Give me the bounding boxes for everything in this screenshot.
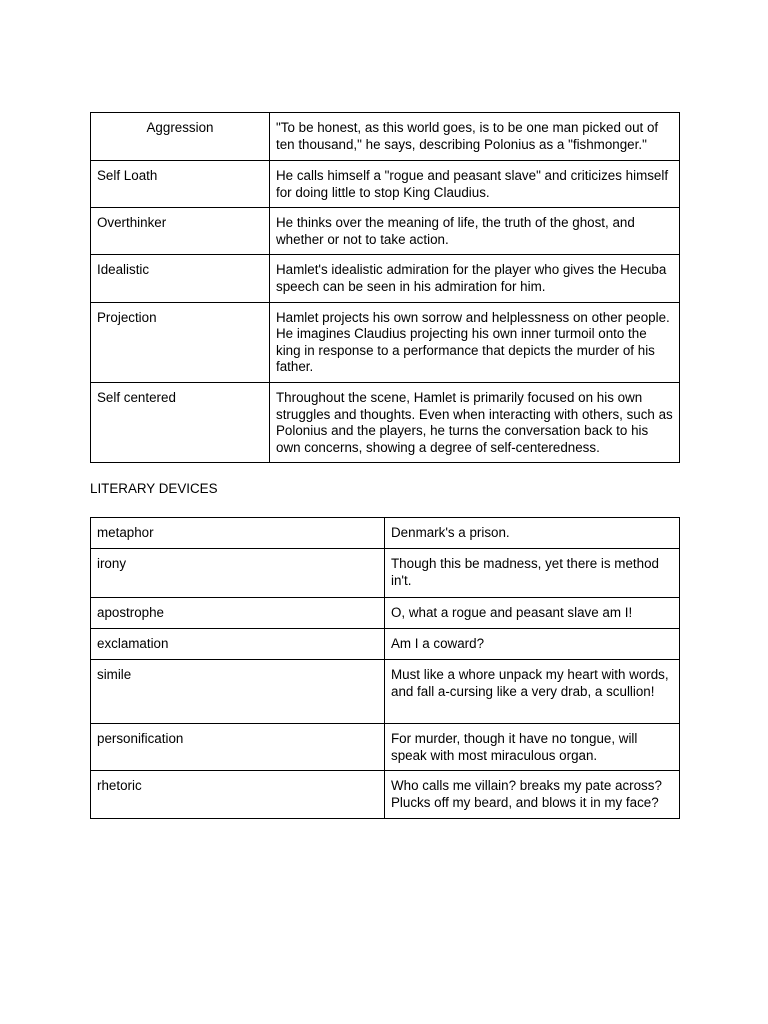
example-cell: Though this be madness, yet there is method in't. [385,549,680,598]
literary-devices-table [90,517,680,819]
table-row [91,161,680,208]
table-row [91,549,680,598]
trait-cell: Self centered [91,382,270,462]
table-row [91,598,680,629]
trait-description-cell: Hamlet's idealistic admiration for the player who gives the Hecuba speech can be seen in his admiration for him. [270,255,680,302]
device-cell: irony [91,549,385,598]
device-cell: apostrophe [91,598,385,629]
trait-description-cell: Throughout the scene, Hamlet is primarily focused on his own struggles and thoughts. Even when interacting with others, such as Polonius and the players, he turns the conversation back to his own concerns, showing a degree of self-centeredness. [270,382,680,462]
table-row [91,113,680,161]
trait-cell: Projection [91,302,270,382]
table-row [91,771,680,819]
example-cell: Who calls me villain? breaks my pate across? Plucks off my beard, and blows it in my face? [385,771,680,819]
example-cell: For murder, though it have no tongue, will speak with most miraculous organ. [385,724,680,771]
device-cell: metaphor [91,518,385,549]
table-row [91,208,680,255]
trait-description-cell: He calls himself a "rogue and peasant slave" and criticizes himself for doing little to stop King Claudius. [270,161,680,208]
example-cell: Denmark's a prison. [385,518,680,549]
trait-description-cell: Hamlet projects his own sorrow and helplessness on other people. He imagines Claudius projecting his own inner turmoil onto the king in response to a performance that depicts the murder of his father. [270,302,680,382]
trait-cell: Idealistic [91,255,270,302]
example-cell: Must like a whore unpack my heart with words, and fall a-cursing like a very drab, a scullion! [385,660,680,724]
trait-description-cell: "To be honest, as this world goes, is to be one man picked out of ten thousand," he says, describing Polonius as a "fishmonger." [270,113,680,161]
trait-cell: Overthinker [91,208,270,255]
device-cell: exclamation [91,629,385,660]
literary-devices-heading: LITERARY DEVICES [90,481,218,496]
device-cell: rhetoric [91,771,385,819]
trait-cell: Aggression [91,113,270,161]
table-row [91,724,680,771]
character-traits-table [90,112,680,463]
table-row [91,518,680,549]
table-row [91,255,680,302]
trait-description-cell: He thinks over the meaning of life, the truth of the ghost, and whether or not to take action. [270,208,680,255]
device-cell: personification [91,724,385,771]
table-row [91,302,680,382]
device-cell: simile [91,660,385,724]
table-row [91,382,680,462]
table-row [91,660,680,724]
table-row [91,629,680,660]
example-cell: O, what a rogue and peasant slave am I! [385,598,680,629]
trait-cell: Self Loath [91,161,270,208]
example-cell: Am I a coward? [385,629,680,660]
